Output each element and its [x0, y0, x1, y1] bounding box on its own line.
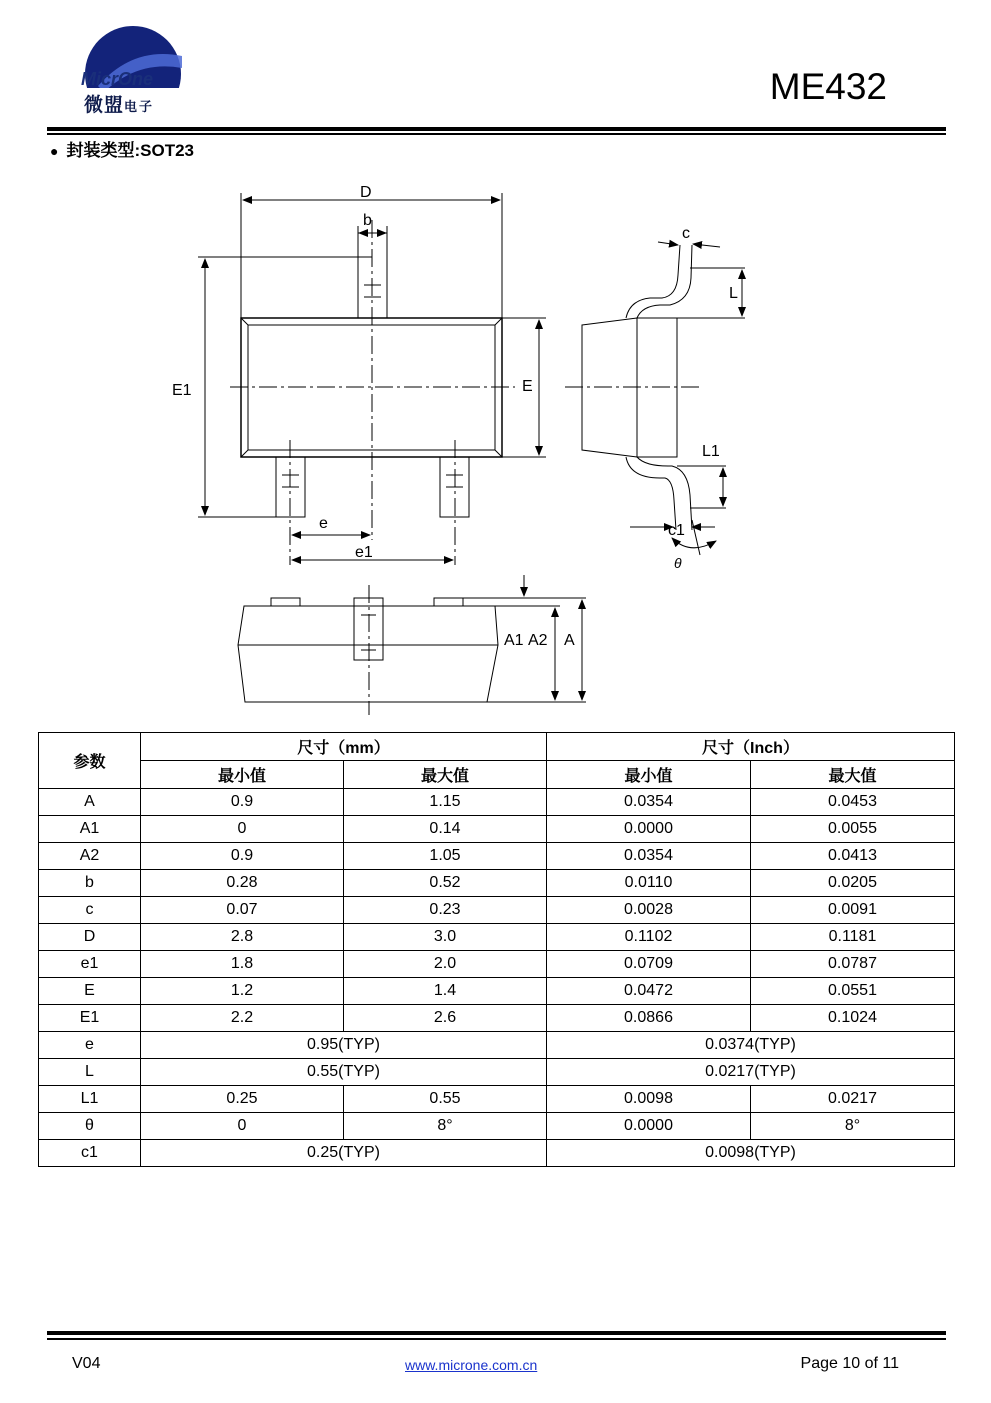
website-link[interactable]: www.microne.com.cn [405, 1357, 538, 1373]
inch-max-cell: 0.0453 [751, 789, 955, 816]
inch-header: 尺寸（Inch） [547, 733, 955, 761]
inch-max-cell: 0.0205 [751, 870, 955, 897]
mm-max-cell: 1.15 [344, 789, 547, 816]
inch-min-header: 最小值 [547, 761, 751, 789]
logo-cn-main: 微盟 [84, 95, 125, 116]
table-row [39, 951, 955, 978]
dim-label-E1: E1 [172, 382, 192, 399]
inch-max-cell: 0.0217 [751, 1086, 955, 1113]
page-number: Page 10 of 11 [800, 1355, 899, 1372]
mm-min-cell: 2.2 [141, 1005, 344, 1032]
param-cell: E1 [39, 1005, 141, 1032]
mm-min-cell: 0.28 [141, 870, 344, 897]
mm-max-cell: 1.4 [344, 978, 547, 1005]
mm-max-cell: 0.14 [344, 816, 547, 843]
table-row [39, 843, 955, 870]
dim-label-b: b [363, 212, 372, 229]
param-cell: L [39, 1059, 141, 1086]
param-cell: e [39, 1032, 141, 1059]
mm-min-cell: 0.9 [141, 843, 344, 870]
mm-min-cell: 0 [141, 1113, 344, 1140]
table-row [39, 870, 955, 897]
inch-max-cell: 0.0055 [751, 816, 955, 843]
mm-max-cell: 0.55 [344, 1086, 547, 1113]
mm-max-cell: 1.05 [344, 843, 547, 870]
param-cell: A2 [39, 843, 141, 870]
inch-typ-cell: 0.0374(TYP) [547, 1032, 955, 1059]
param-cell: b [39, 870, 141, 897]
dim-label-c1: c1 [668, 522, 685, 539]
mm-max-cell: 2.6 [344, 1005, 547, 1032]
table-row [39, 1086, 955, 1113]
dim-label-e: e [319, 515, 328, 532]
inch-max-header: 最大值 [751, 761, 955, 789]
mm-max-cell: 2.0 [344, 951, 547, 978]
bullet-icon: ● [50, 143, 59, 159]
inch-max-cell: 0.0787 [751, 951, 955, 978]
param-cell: c [39, 897, 141, 924]
inch-typ-cell: 0.0098(TYP) [547, 1140, 955, 1167]
table-subheader-row [39, 761, 955, 789]
mm-min-cell: 0.9 [141, 789, 344, 816]
mm-typ-cell: 0.95(TYP) [141, 1032, 547, 1059]
logo-wordmark: MicrOne [81, 69, 154, 89]
param-cell: D [39, 924, 141, 951]
dim-label-A: A [564, 632, 575, 649]
model-number: ME432 [769, 66, 887, 107]
mm-max-header: 最大值 [344, 761, 547, 789]
inch-min-cell: 0.0028 [547, 897, 751, 924]
table-row [39, 924, 955, 951]
dim-label-L1: L1 [702, 443, 720, 460]
param-cell: e1 [39, 951, 141, 978]
table-row [39, 1032, 955, 1059]
logo-cn-suffix: 电子 [124, 99, 155, 114]
table-row [39, 816, 955, 843]
table-row [39, 1059, 955, 1086]
footer-rule-thick [47, 1331, 946, 1335]
inch-max-cell: 0.0413 [751, 843, 955, 870]
dim-label-E: E [522, 378, 533, 395]
mm-min-cell: 1.8 [141, 951, 344, 978]
dim-label-L: L [729, 285, 738, 302]
dim-label-D: D [360, 184, 372, 201]
inch-min-cell: 0.0866 [547, 1005, 751, 1032]
mm-typ-cell: 0.25(TYP) [141, 1140, 547, 1167]
doc-version: V04 [72, 1355, 101, 1372]
inch-min-cell: 0.0354 [547, 789, 751, 816]
inch-max-cell: 0.1024 [751, 1005, 955, 1032]
param-header: 参数 [39, 733, 141, 789]
inch-min-cell: 0.0472 [547, 978, 751, 1005]
dim-label-A2: A2 [528, 632, 548, 649]
mm-max-cell: 3.0 [344, 924, 547, 951]
package-type-label: 封装类型:SOT23 [66, 141, 194, 160]
dim-label-e1: e1 [355, 544, 373, 561]
table-row [39, 1140, 955, 1167]
dimension-table [38, 732, 955, 1167]
param-cell: θ [39, 1113, 141, 1140]
mm-min-cell: 1.2 [141, 978, 344, 1005]
inch-min-cell: 0.0000 [547, 1113, 751, 1140]
inch-max-cell: 0.1181 [751, 924, 955, 951]
inch-typ-cell: 0.0217(TYP) [547, 1059, 955, 1086]
table-row [39, 1005, 955, 1032]
dim-label-A1: A1 [504, 632, 524, 649]
inch-min-cell: 0.1102 [547, 924, 751, 951]
table-row [39, 1113, 955, 1140]
param-cell: c1 [39, 1140, 141, 1167]
table-row [39, 978, 955, 1005]
inch-max-cell: 8° [751, 1113, 955, 1140]
inch-min-cell: 0.0000 [547, 816, 751, 843]
inch-min-cell: 0.0709 [547, 951, 751, 978]
table-row [39, 897, 955, 924]
mm-min-header: 最小值 [141, 761, 344, 789]
mm-header: 尺寸（mm） [141, 733, 547, 761]
dim-label-theta: θ [674, 555, 682, 571]
mm-min-cell: 2.8 [141, 924, 344, 951]
mm-max-cell: 0.52 [344, 870, 547, 897]
mm-typ-cell: 0.55(TYP) [141, 1059, 547, 1086]
inch-min-cell: 0.0098 [547, 1086, 751, 1113]
inch-min-cell: 0.0110 [547, 870, 751, 897]
mm-min-cell: 0.07 [141, 897, 344, 924]
table-row [39, 789, 955, 816]
param-cell: A1 [39, 816, 141, 843]
inch-min-cell: 0.0354 [547, 843, 751, 870]
mm-max-cell: 8° [344, 1113, 547, 1140]
dim-label-c: c [682, 225, 690, 242]
table-header-row [39, 733, 955, 761]
inch-max-cell: 0.0091 [751, 897, 955, 924]
param-cell: A [39, 789, 141, 816]
mm-max-cell: 0.23 [344, 897, 547, 924]
mm-min-cell: 0.25 [141, 1086, 344, 1113]
mm-min-cell: 0 [141, 816, 344, 843]
inch-max-cell: 0.0551 [751, 978, 955, 1005]
param-cell: E [39, 978, 141, 1005]
footer-rule-thin [47, 1338, 946, 1340]
param-cell: L1 [39, 1086, 141, 1113]
